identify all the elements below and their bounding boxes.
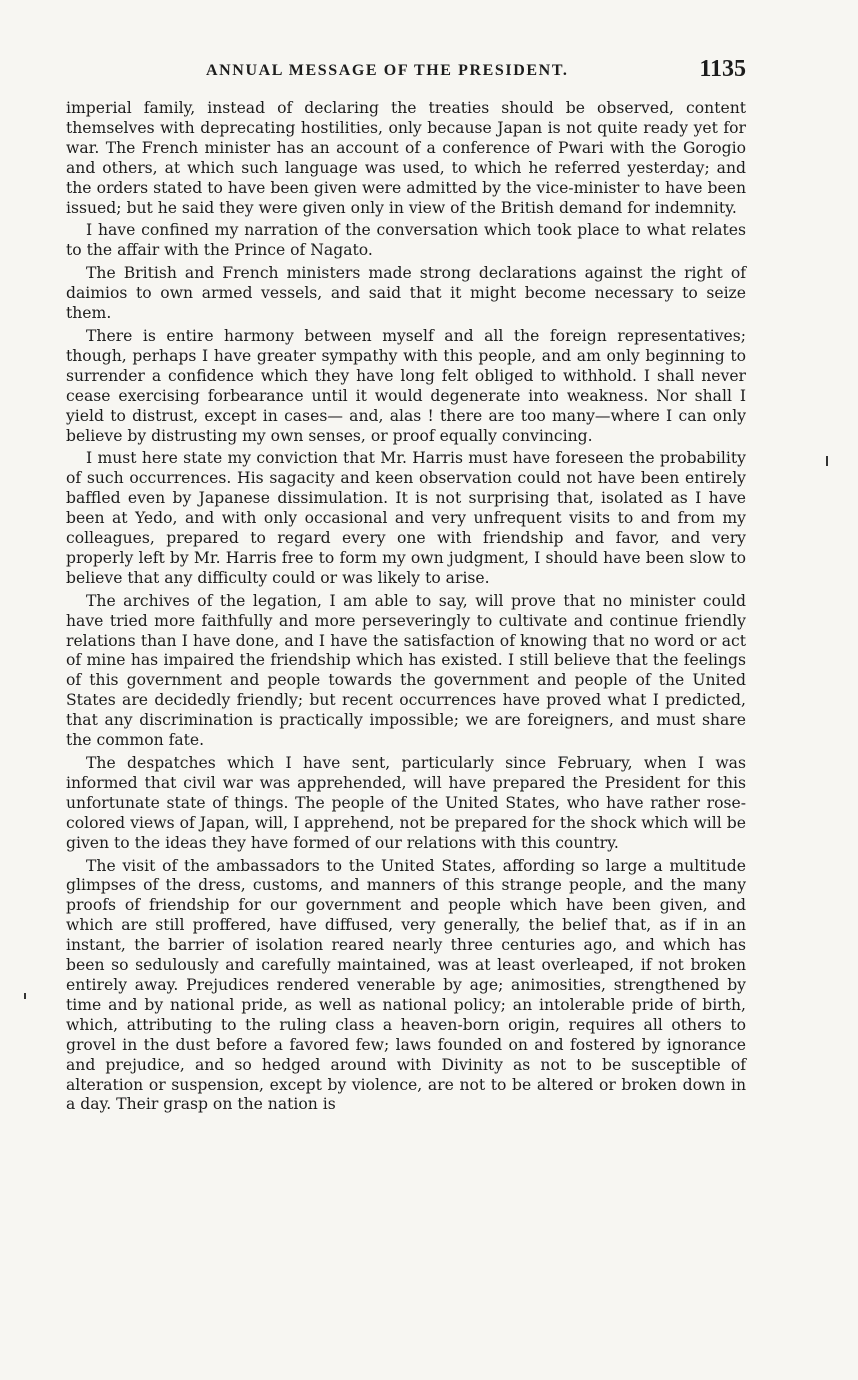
paragraph: There is entire harmony between myself and all the foreign representatives; though, perhaps I have greater sympathy with this people, and am only beginning to surrender a confidence which they have long felt obliged to withhold. I shall never cease exercising forbearance until it would degenerate into weakness. Nor shall I yield to distrust, except in cases— and, alas ! there are too many—where I can only believe by distrusting my own senses, or proof equally convincing.	[66, 326, 746, 445]
paragraph: I have confined my narration of the conversation which took place to what relates to the affair with the Prince of Nagato.	[66, 221, 746, 260]
paragraph: I must here state my conviction that Mr. Harris must have foreseen the probability of such occurrences. His sagacity and keen observation could not have been entirely baffled even by Japanese dissimulation. It is not surprising that, isolated as I have been at Yedo, and with only occasional and very unfrequent visits to and from my colleagues, prepared to regard every one with friendship and favor, and very properly left by Mr. Harris free to form my own judgment, I should have been slow to believe that any difficulty could or was likely to arise.	[66, 449, 746, 587]
margin-mark	[826, 456, 828, 466]
running-head	[66, 56, 746, 86]
paragraph: The despatches which I have sent, particularly since February, when I was informed that civil war was apprehended, will have prepared the President for this unfortunate state of things. The people of the United States, who have rather rose-colored views of Japan, will, I apprehend, not be prepared for the shock which will be given to the ideas they have formed of our relations with this country.	[66, 754, 746, 852]
page-number: 1135	[699, 56, 746, 82]
paragraph: The visit of the ambassadors to the United States, affording so large a multitude glimpses of the dress, customs, and manners of this strange people, and the many proofs of friendship for our government and people which have been given, and which are still proffered, have diffused, very generally, the belief that, as if in an instant, the barrier of isolation reared nearly three centuries ago, and which has been so sedulously and carefully maintained, was at least overleaped, if not broken entirely away. Prejudices rendered venerable by age; animosities, strengthened by time and by national pride, as well as national policy; an intolerable pride of birth, which, attributing to the ruling class a heaven-born origin, requires all others to grovel in the dust before a favored few; laws founded on and fostered by ignorance and prejudice, and so hedged around with Divinity as not to be susceptible of alteration or suspension, except by violence, are not to be altered or broken down in a day. Their grasp on the nation is	[66, 856, 746, 1114]
paragraph: imperial family, instead of declaring the treaties should be observed, content themselves with deprecating hostilities, only because Japan is not quite ready yet for war. The French minister has an account of a conference of Pwari with the Gorogio and others, at which such language was used, to which he referred yesterday; and the orders stated to have been given were admitted by the vice-minister to have been issued; but he said they were given only in view of the British demand for indemnity.	[66, 99, 746, 217]
paragraph: The archives of the legation, I am able to say, will prove that no minister could have tried more faithfully and more perseveringly to cultivate and continue friendly relations than I have done, and I have the satisfaction of knowing that no word or act of mine has impaired the friendship which has existed. I still believe that the feelings of this government and people towards the government and people of the United States are decidedly friendly; but recent occurrences have proved what I predicted, that any discrimination is practically impossible; we are foreigners, and must share the common fate.	[66, 591, 746, 750]
margin-mark	[24, 993, 26, 999]
paragraph: The British and French ministers made strong declarations against the right of daimios to own armed vessels, and said that it might become necessary to seize them.	[66, 264, 746, 323]
body-text	[66, 99, 746, 1118]
running-title: ANNUAL MESSAGE OF THE PRESIDENT.	[206, 62, 569, 79]
